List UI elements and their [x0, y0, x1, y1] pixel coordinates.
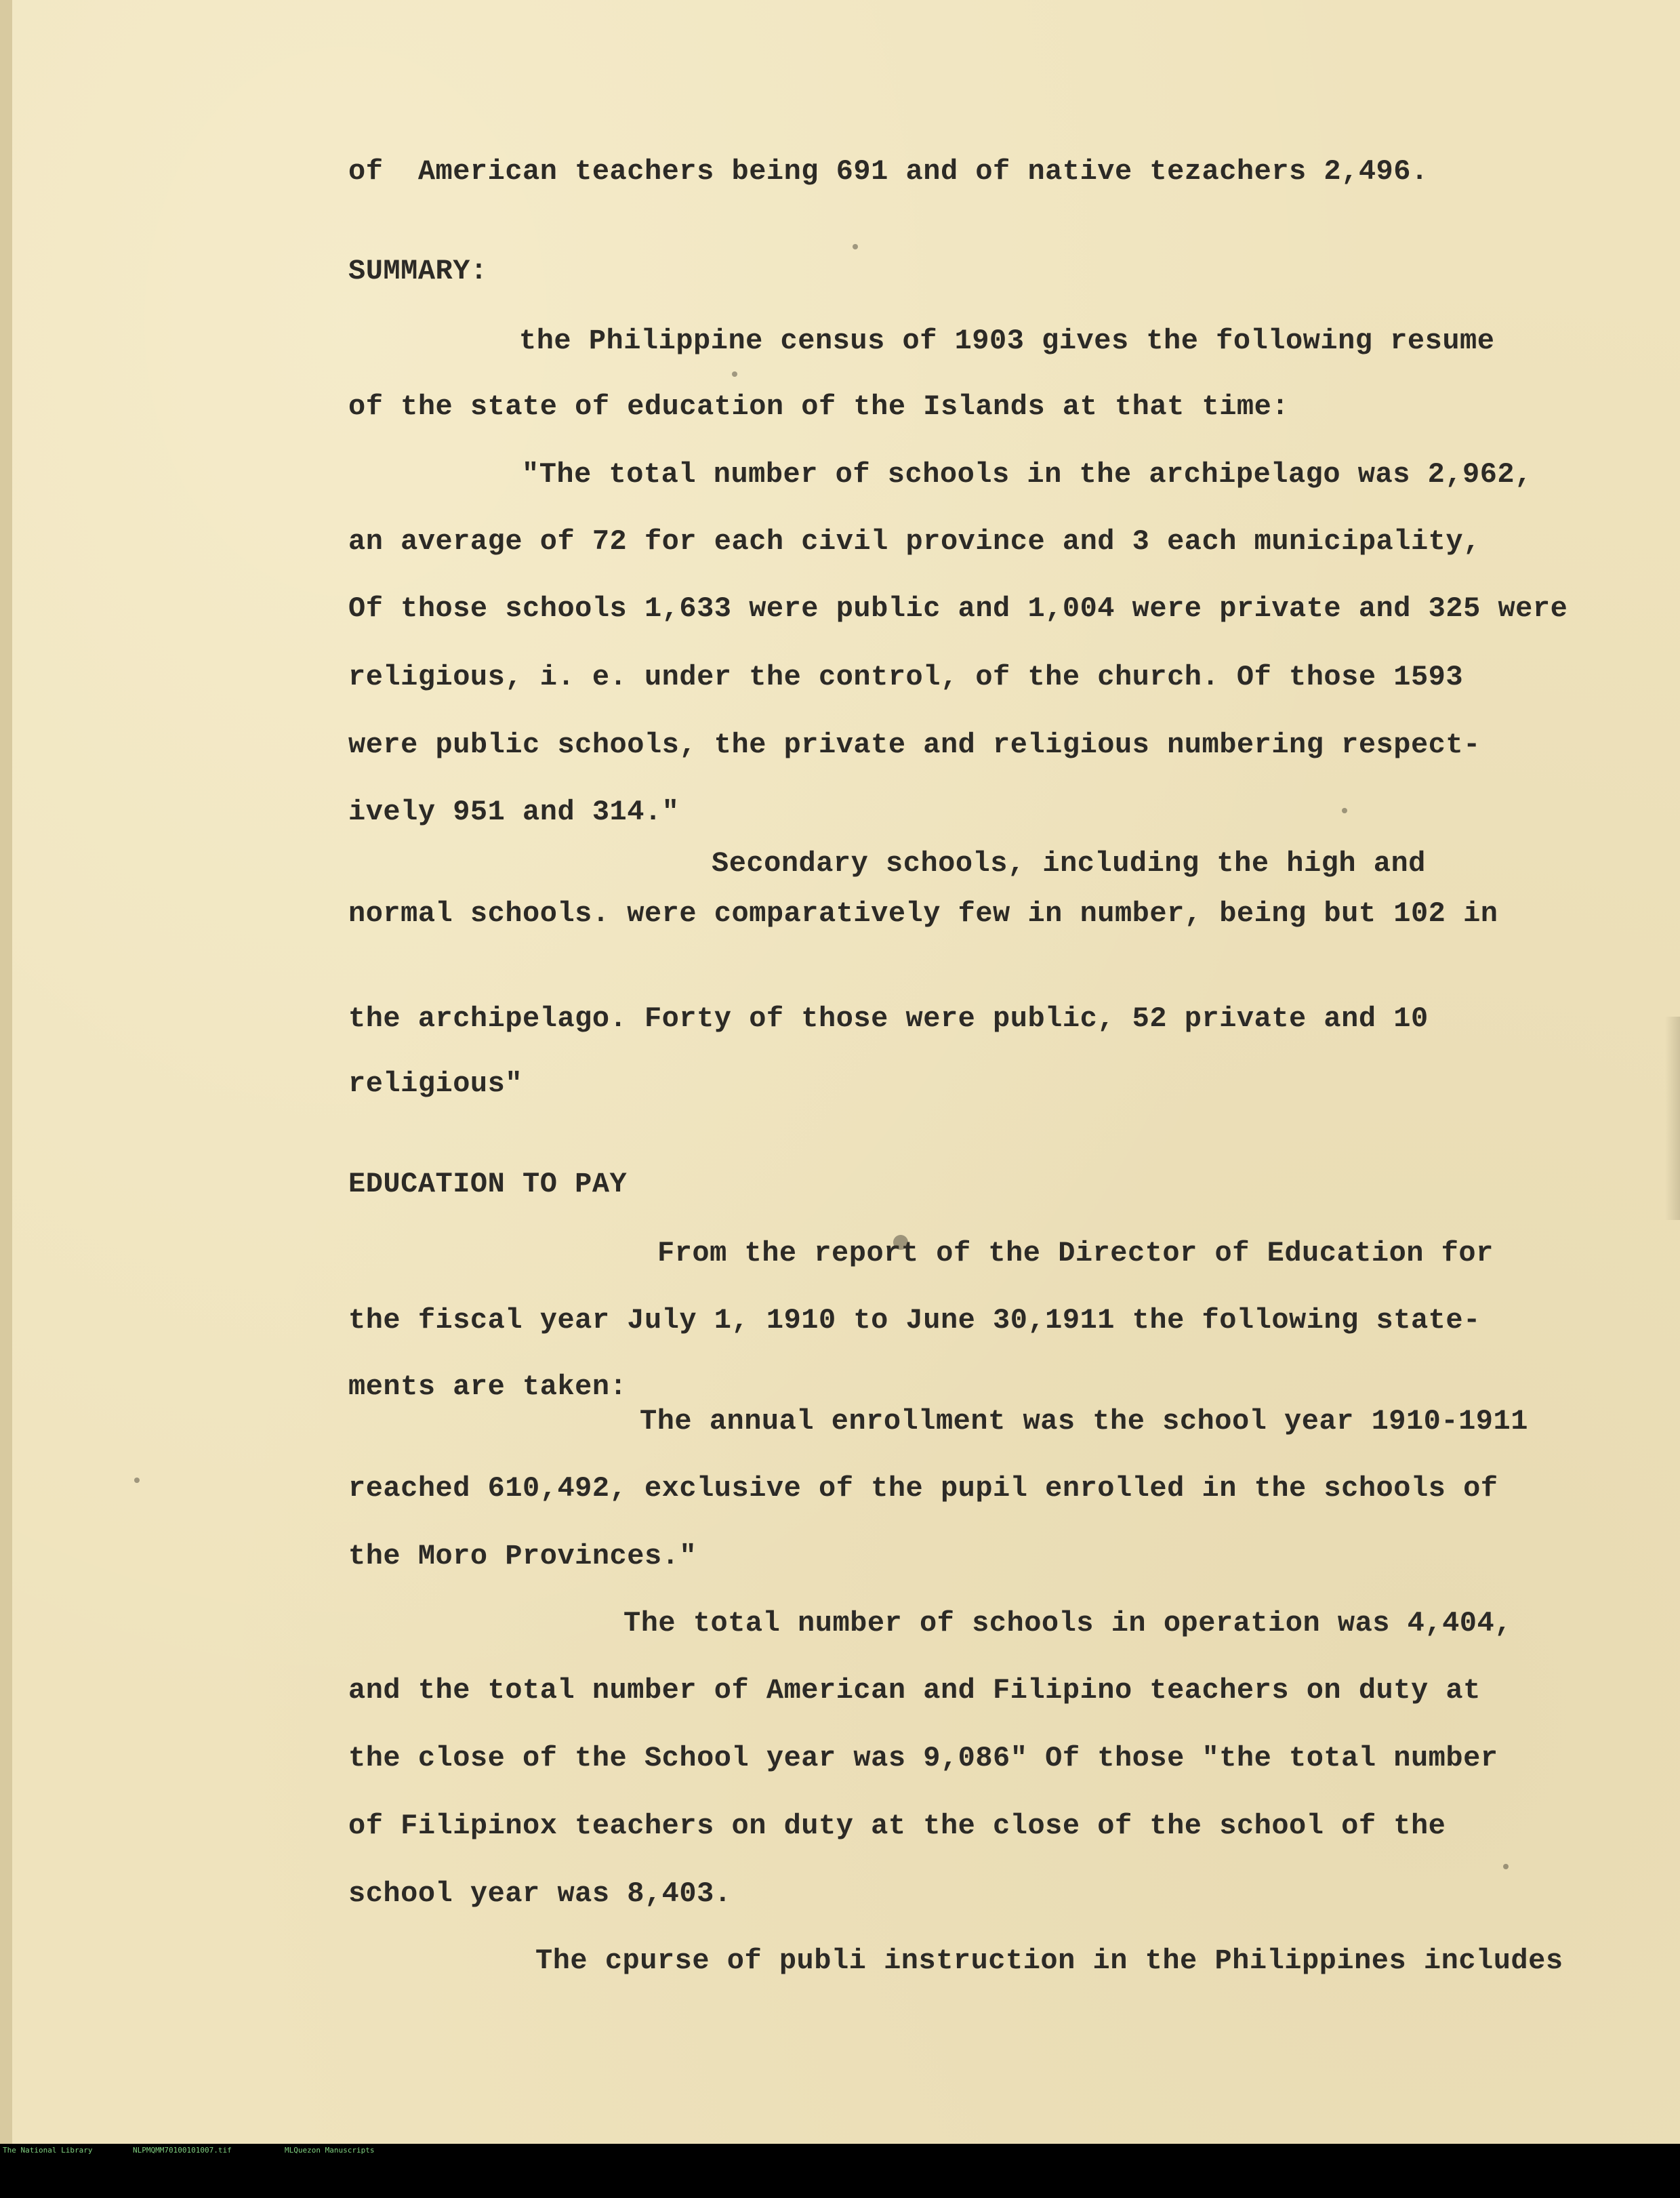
text-line-23: and the total number of American and Filipino teachers on duty at: [348, 1674, 1481, 1707]
paper-speck: [732, 371, 737, 377]
paper-speck: [1342, 808, 1347, 813]
text-line-10: ively 951 and 314.": [348, 796, 680, 828]
text-line-24: the close of the School year was 9,086" Of those "the total number: [348, 1742, 1498, 1774]
text-line-18: ments are taken:: [348, 1370, 628, 1403]
text-line-4: of the state of education of the Islands at that time:: [348, 390, 1290, 423]
text-line-26: school year was 8,403.: [348, 1877, 732, 1910]
text-line-7: Of those schools 1,633 were public and 1,004 were private and 325 were: [348, 592, 1568, 625]
footer-library: The National Library: [3, 2146, 93, 2155]
text-line-27: The cpurse of publi instruction in the Philippines includes: [535, 1945, 1563, 1977]
text-line-14: religious": [348, 1067, 523, 1100]
text-line-11: Secondary schools, including the high and: [712, 847, 1426, 880]
paper-speck: [893, 1235, 908, 1250]
text-line-17: the fiscal year July 1, 1910 to June 30,1911 the following state-: [348, 1304, 1481, 1337]
archive-footer: [0, 2144, 1680, 2157]
page-edge-shadow: [1665, 1017, 1680, 1220]
footer-collection: MLQuezon Manuscripts: [285, 2146, 375, 2155]
paper-speck: [134, 1478, 140, 1483]
section-heading-education-to-pay: EDUCATION TO PAY: [348, 1168, 628, 1200]
text-line-6: an average of 72 for each civil province and 3 each municipality,: [348, 525, 1481, 558]
text-line-22: The total number of schools in operation was 4,404,: [623, 1607, 1512, 1640]
text-line-3: the Philippine census of 1903 gives the following resume: [519, 325, 1495, 357]
text-line-21: the Moro Provinces.": [348, 1540, 697, 1572]
text-line-8: religious, i. e. under the control, of the church. Of those 1593: [348, 661, 1464, 693]
text-line-13: the archipelago. Forty of those were public, 52 private and 10: [348, 1002, 1429, 1035]
text-line-25: of Filipinox teachers on duty at the close of the school of the: [348, 1810, 1446, 1842]
paper-speck: [853, 244, 858, 249]
text-line-16: From the report of the Director of Education for: [657, 1237, 1494, 1269]
paper-speck: [1503, 1864, 1509, 1869]
text-line-20: reached 610,492, exclusive of the pupil enrolled in the schools of: [348, 1472, 1498, 1505]
text-line-1: of American teachers being 691 and of native tezachers 2,496.: [348, 155, 1429, 188]
section-heading-summary: SUMMARY:: [348, 255, 488, 287]
text-line-19: The annual enrollment was the school year 1910-1911: [640, 1405, 1528, 1438]
text-line-5: "The total number of schools in the archipelago was 2,962,: [522, 458, 1532, 491]
text-line-12: normal schools. were comparatively few in number, being but 102 in: [348, 897, 1498, 930]
text-line-9: were public schools, the private and religious numbering respect-: [348, 729, 1481, 761]
footer-file: NLPMQMM70100101007.tif: [133, 2146, 232, 2155]
